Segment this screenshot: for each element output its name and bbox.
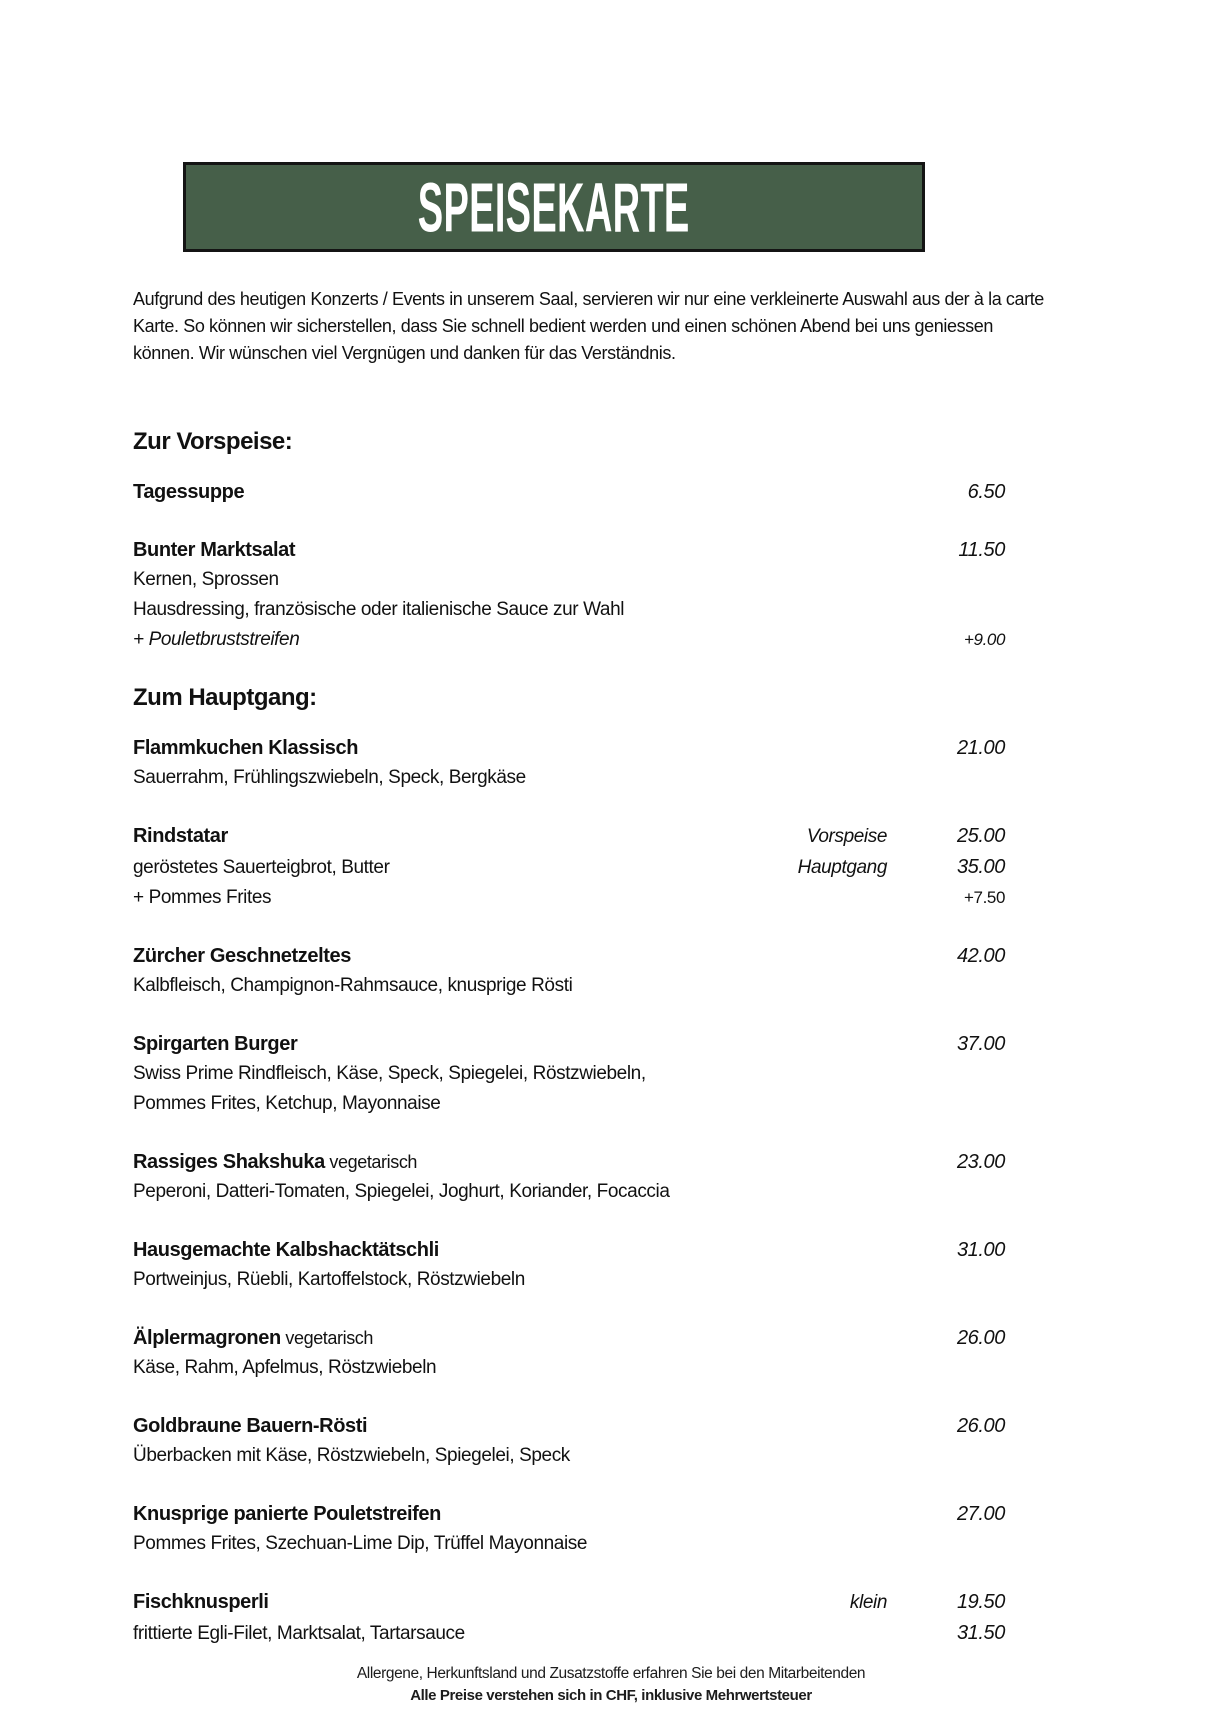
intro-paragraph: [133, 286, 1048, 367]
menu-item: [133, 733, 1005, 793]
item-price: 21.00: [956, 737, 1005, 759]
item-price: 35.00: [956, 856, 1005, 878]
menu-row: [133, 1587, 1005, 1618]
item-name: Knusprige panierte Pouletstreifen: [133, 1503, 441, 1525]
portion-label: Hauptgang: [797, 857, 887, 878]
item-price: 26.00: [956, 1327, 1005, 1349]
menu-footer: [0, 1663, 1222, 1707]
item-name: [133, 1323, 777, 1353]
section-heading: Zum Hauptgang:: [133, 684, 317, 711]
item-price: 25.00: [956, 825, 1005, 847]
item-name: Tagessuppe: [133, 481, 245, 503]
menu-row: [133, 941, 1005, 971]
item-price: 37.00: [956, 1033, 1005, 1055]
menu-sections: [133, 427, 1005, 1649]
menu-item: [133, 941, 1005, 1001]
menu-row: [133, 1235, 1005, 1265]
item-detail: + Pouletbruststreifen: [133, 629, 300, 650]
item-price: 31.00: [956, 1239, 1005, 1261]
menu-row: [133, 1411, 1005, 1441]
menu-item: [133, 1411, 1005, 1471]
menu-item: [133, 477, 1005, 507]
menu-row: [133, 1618, 1005, 1649]
menu-row: [133, 1353, 1005, 1383]
item-detail: Swiss Prime Rindfleisch, Käse, Speck, Spiegelei, Röstzwiebeln,: [133, 1063, 646, 1084]
menu-row: [133, 1265, 1005, 1295]
menu-row: [133, 1529, 1005, 1559]
menu-row: [133, 852, 1005, 883]
item-detail: Portweinjus, Rüebli, Kartoffelstock, Röstzwiebeln: [133, 1269, 525, 1290]
item-diet-label: vegetarisch: [280, 1328, 374, 1348]
section-heading: Zur Vorspeise:: [133, 428, 293, 455]
item-name-text: Rassiges Shakshuka: [133, 1151, 325, 1173]
menu-row: [133, 535, 1005, 565]
item-price: 6.50: [967, 481, 1005, 503]
menu-row: [133, 1499, 1005, 1529]
menu-row: [133, 1059, 1005, 1089]
item-detail: frittierte Egli-Filet, Marktsalat, Tartarsauce: [133, 1623, 465, 1644]
menu-header-banner: [183, 162, 925, 252]
menu-item: [133, 1147, 1005, 1207]
item-diet-label: vegetarisch: [324, 1152, 418, 1172]
menu-item: [133, 821, 1005, 913]
menu-item: [133, 535, 1005, 655]
portion-label: klein: [849, 1592, 887, 1613]
item-name: Flammkuchen Klassisch: [133, 737, 359, 759]
menu-row: [133, 1029, 1005, 1059]
item-detail: Kalbfleisch, Champignon-Rahmsauce, knusprige Rösti: [133, 975, 573, 996]
item-price: +7.50: [963, 888, 1005, 907]
menu-item: [133, 1587, 1005, 1649]
item-detail: geröstetes Sauerteigbrot, Butter: [133, 857, 390, 878]
menu-row: [133, 883, 1005, 913]
menu-row: [133, 1089, 1005, 1119]
item-detail: + Pommes Frites: [133, 887, 272, 908]
item-name: Hausgemachte Kalbshacktätschli: [133, 1239, 439, 1261]
item-detail: Käse, Rahm, Apfelmus, Röstzwiebeln: [133, 1357, 437, 1378]
item-name: Fischknusperli: [133, 1591, 269, 1613]
menu-row: [133, 1147, 1005, 1177]
item-name: Spirgarten Burger: [133, 1033, 298, 1055]
menu-row: [133, 1441, 1005, 1471]
item-price: 26.00: [956, 1415, 1005, 1437]
item-price: 27.00: [956, 1503, 1005, 1525]
menu-row: [133, 1177, 1005, 1207]
menu-row: [133, 477, 1005, 507]
menu-row: [133, 595, 1005, 625]
intro-line: Karte. So können wir sicherstellen, dass Sie schnell bedient werden und einen schönen Abend bei uns geniessen: [133, 316, 993, 336]
menu-item: [133, 1323, 1005, 1383]
item-name: Zürcher Geschnetzeltes: [133, 945, 351, 967]
price-note: Alle Preise verstehen sich in CHF, inklusive Mehrwertsteuer: [410, 1687, 812, 1704]
item-price: +9.00: [963, 630, 1005, 649]
item-detail: Überbacken mit Käse, Röstzwiebeln, Spiegelei, Speck: [133, 1445, 570, 1466]
menu-row: [133, 565, 1005, 595]
item-price: 11.50: [958, 539, 1005, 561]
item-price: 19.50: [956, 1591, 1005, 1613]
menu-row: [133, 733, 1005, 763]
item-name: Goldbraune Bauern-Rösti: [133, 1415, 368, 1437]
page-title: SPEISEKARTE: [418, 169, 690, 247]
item-name: Bunter Marktsalat: [133, 539, 296, 561]
portion-label: Vorspeise: [806, 826, 887, 847]
item-detail: Kernen, Sprossen: [133, 569, 279, 590]
item-detail: Hausdressing, französische oder italienische Sauce zur Wahl: [133, 599, 625, 620]
menu-item: [133, 1499, 1005, 1559]
item-price: 42.00: [956, 945, 1005, 967]
menu-row: [133, 1323, 1005, 1353]
allergen-note: Allergene, Herkunftsland und Zusatzstoffe erfahren Sie bei den Mitarbeitenden: [356, 1665, 866, 1682]
intro-line: Aufgrund des heutigen Konzerts / Events in unserem Saal, servieren wir nur eine verkleinerte Auswahl aus der à la carte: [133, 289, 1044, 309]
item-price: 31.50: [956, 1622, 1005, 1644]
item-name-text: Älplermagronen: [133, 1327, 281, 1349]
menu-row: [133, 625, 1005, 655]
menu-row: [133, 763, 1005, 793]
menu-row: [133, 971, 1005, 1001]
item-detail: Sauerrahm, Frühlingszwiebeln, Speck, Bergkäse: [133, 767, 526, 788]
item-name: Rindstatar: [133, 825, 228, 847]
item-detail: Pommes Frites, Ketchup, Mayonnaise: [133, 1093, 441, 1114]
item-detail: Peperoni, Datteri-Tomaten, Spiegelei, Joghurt, Koriander, Focaccia: [133, 1181, 670, 1202]
item-price: 23.00: [956, 1151, 1005, 1173]
item-detail: Pommes Frites, Szechuan-Lime Dip, Trüffel Mayonnaise: [133, 1533, 588, 1554]
intro-line: können. Wir wünschen viel Vergnügen und danken für das Verständnis.: [133, 343, 676, 363]
item-name: [133, 1147, 777, 1177]
menu-row: [133, 821, 1005, 852]
menu-item: [133, 1029, 1005, 1119]
menu-item: [133, 1235, 1005, 1295]
menu-content: [133, 286, 1048, 1677]
